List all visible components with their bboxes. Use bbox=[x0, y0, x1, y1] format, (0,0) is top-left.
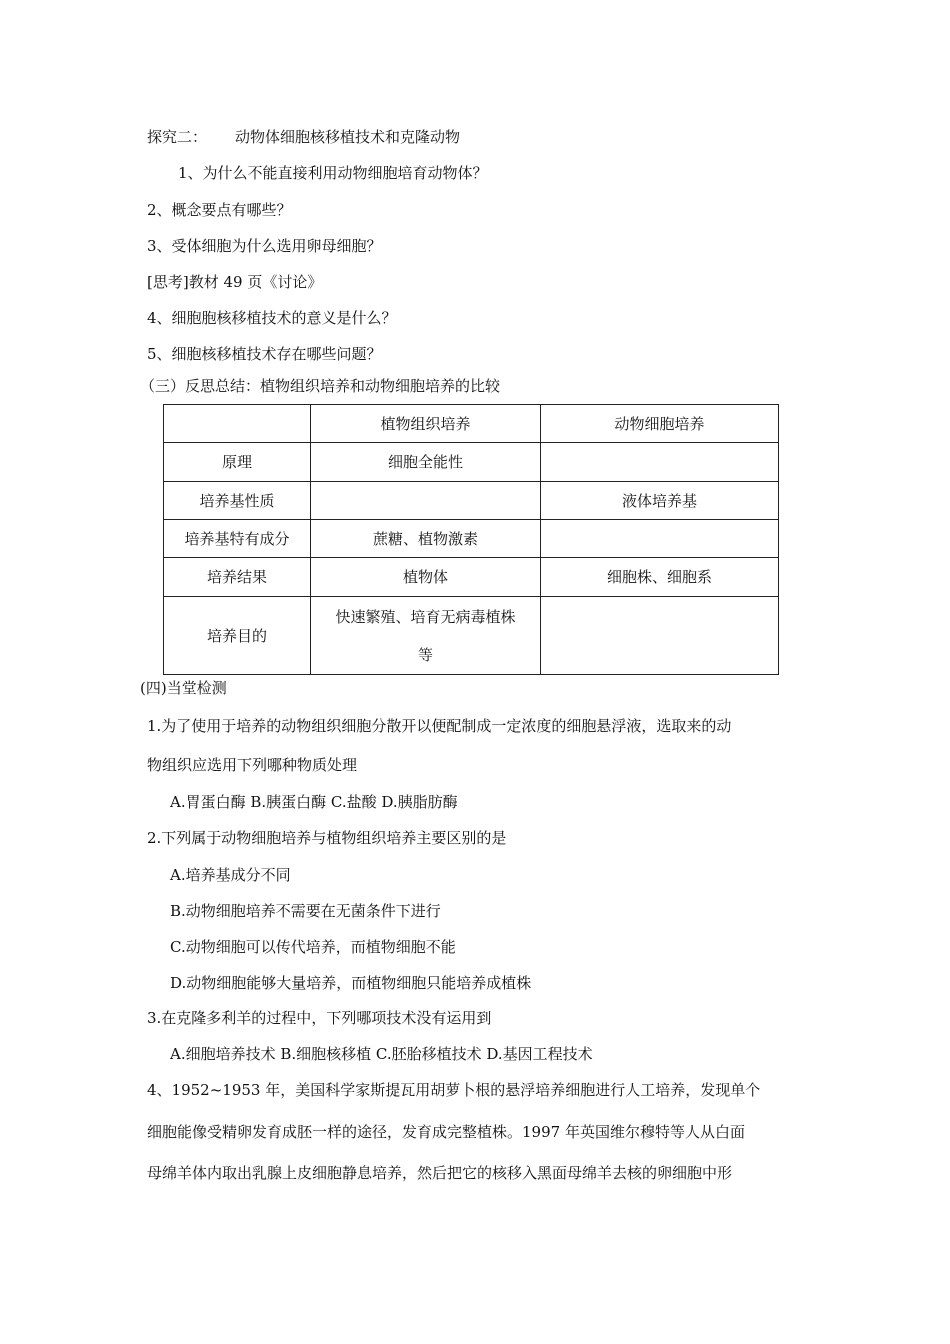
section2-heading bbox=[147, 127, 460, 147]
q4-line1: 4、1952~1953 年，美国科学家斯提瓦用胡萝卜根的悬浮培养细胞进行人工培养，发现单个 bbox=[147, 1081, 761, 1099]
table-row bbox=[164, 558, 779, 597]
think-note: [思考]教材 49 页《讨论》 bbox=[147, 273, 323, 291]
q2-option-d: D.动物细胞能够大量培养，而植物细胞只能培养成植株 bbox=[170, 974, 532, 992]
table-header-row bbox=[164, 405, 779, 443]
comparison-table bbox=[163, 404, 779, 675]
table-cell-two-line bbox=[311, 597, 541, 675]
section2-label: 探究二： bbox=[147, 128, 208, 146]
q4-line3: 母绵羊体内取出乳腺上皮细胞静息培养，然后把它的核移入黑面母绵羊去核的卵细胞中形 bbox=[147, 1164, 733, 1182]
table-cell: 培养基特有成分 bbox=[164, 520, 311, 558]
purpose-line1: 快速繁殖、培育无病毒植株 bbox=[335, 607, 516, 626]
table-cell: 液体培养基 bbox=[541, 482, 779, 520]
q3: 3.在克隆多利羊的过程中，下列哪项技术没有运用到 bbox=[147, 1009, 492, 1027]
q1-line1: 1.为了使用于培养的动物组织细胞分散开以便配制成一定浓度的细胞悬浮液，选取来的动 bbox=[147, 717, 732, 735]
section2-title: 动物体细胞核移植技术和克隆动物 bbox=[235, 128, 461, 146]
table-cell: 植物体 bbox=[311, 558, 541, 597]
question-3: 3、受体细胞为什么选用卵母细胞？ bbox=[147, 237, 382, 255]
table-cell bbox=[311, 482, 541, 520]
q2-option-a: A.培养基成分不同 bbox=[170, 866, 291, 884]
table-cell bbox=[541, 520, 779, 558]
q2: 2.下列属于动物细胞培养与植物组织培养主要区别的是 bbox=[147, 829, 507, 847]
table-row bbox=[164, 597, 779, 675]
q1-line2: 物组织应选用下列哪种物质处理 bbox=[147, 756, 358, 774]
question-2: 2、概念要点有哪些？ bbox=[147, 201, 292, 219]
table-header-cell bbox=[164, 405, 311, 443]
table-cell: 培养目的 bbox=[164, 597, 311, 675]
table-cell bbox=[541, 597, 779, 675]
table-cell: 原理 bbox=[164, 443, 311, 482]
reflection-heading: （三）反思总结：植物组织培养和动物细胞培养的比较 bbox=[140, 377, 501, 395]
table-cell: 细胞株、细胞系 bbox=[541, 558, 779, 597]
q4-line2: 细胞能像受精卵发育成胚一样的途径，发育成完整植株。1997 年英国维尔穆特等人从白面 bbox=[147, 1123, 745, 1141]
table-row bbox=[164, 520, 779, 558]
q2-option-c: C.动物细胞可以传代培养，而植物细胞不能 bbox=[170, 938, 456, 956]
table-cell: 细胞全能性 bbox=[311, 443, 541, 482]
table-row bbox=[164, 482, 779, 520]
question-1: 1、为什么不能直接利用动物细胞培育动物体？ bbox=[178, 164, 488, 182]
table-cell bbox=[541, 443, 779, 482]
q2-option-b: B.动物细胞培养不需要在无菌条件下进行 bbox=[170, 902, 441, 920]
q3-options: A.细胞培养技术 B.细胞核移植 C.胚胎移植技术 D.基因工程技术 bbox=[170, 1045, 593, 1063]
table-row bbox=[164, 443, 779, 482]
table-cell: 培养结果 bbox=[164, 558, 311, 597]
table-cell: 蔗糖、植物激素 bbox=[311, 520, 541, 558]
test-heading: (四)当堂检测 bbox=[140, 679, 227, 697]
q1-options: A.胃蛋白酶 B.胰蛋白酶 C.盐酸 D.胰脂肪酶 bbox=[170, 793, 458, 811]
table-cell: 培养基性质 bbox=[164, 482, 311, 520]
question-5: 5、细胞核移植技术存在哪些问题？ bbox=[147, 345, 382, 363]
table-header-cell: 动物细胞培养 bbox=[541, 405, 779, 443]
table-header-cell: 植物组织培养 bbox=[311, 405, 541, 443]
question-4: 4、细胞胞核移植技术的意义是什么？ bbox=[147, 309, 397, 327]
purpose-line2: 等 bbox=[417, 645, 433, 664]
